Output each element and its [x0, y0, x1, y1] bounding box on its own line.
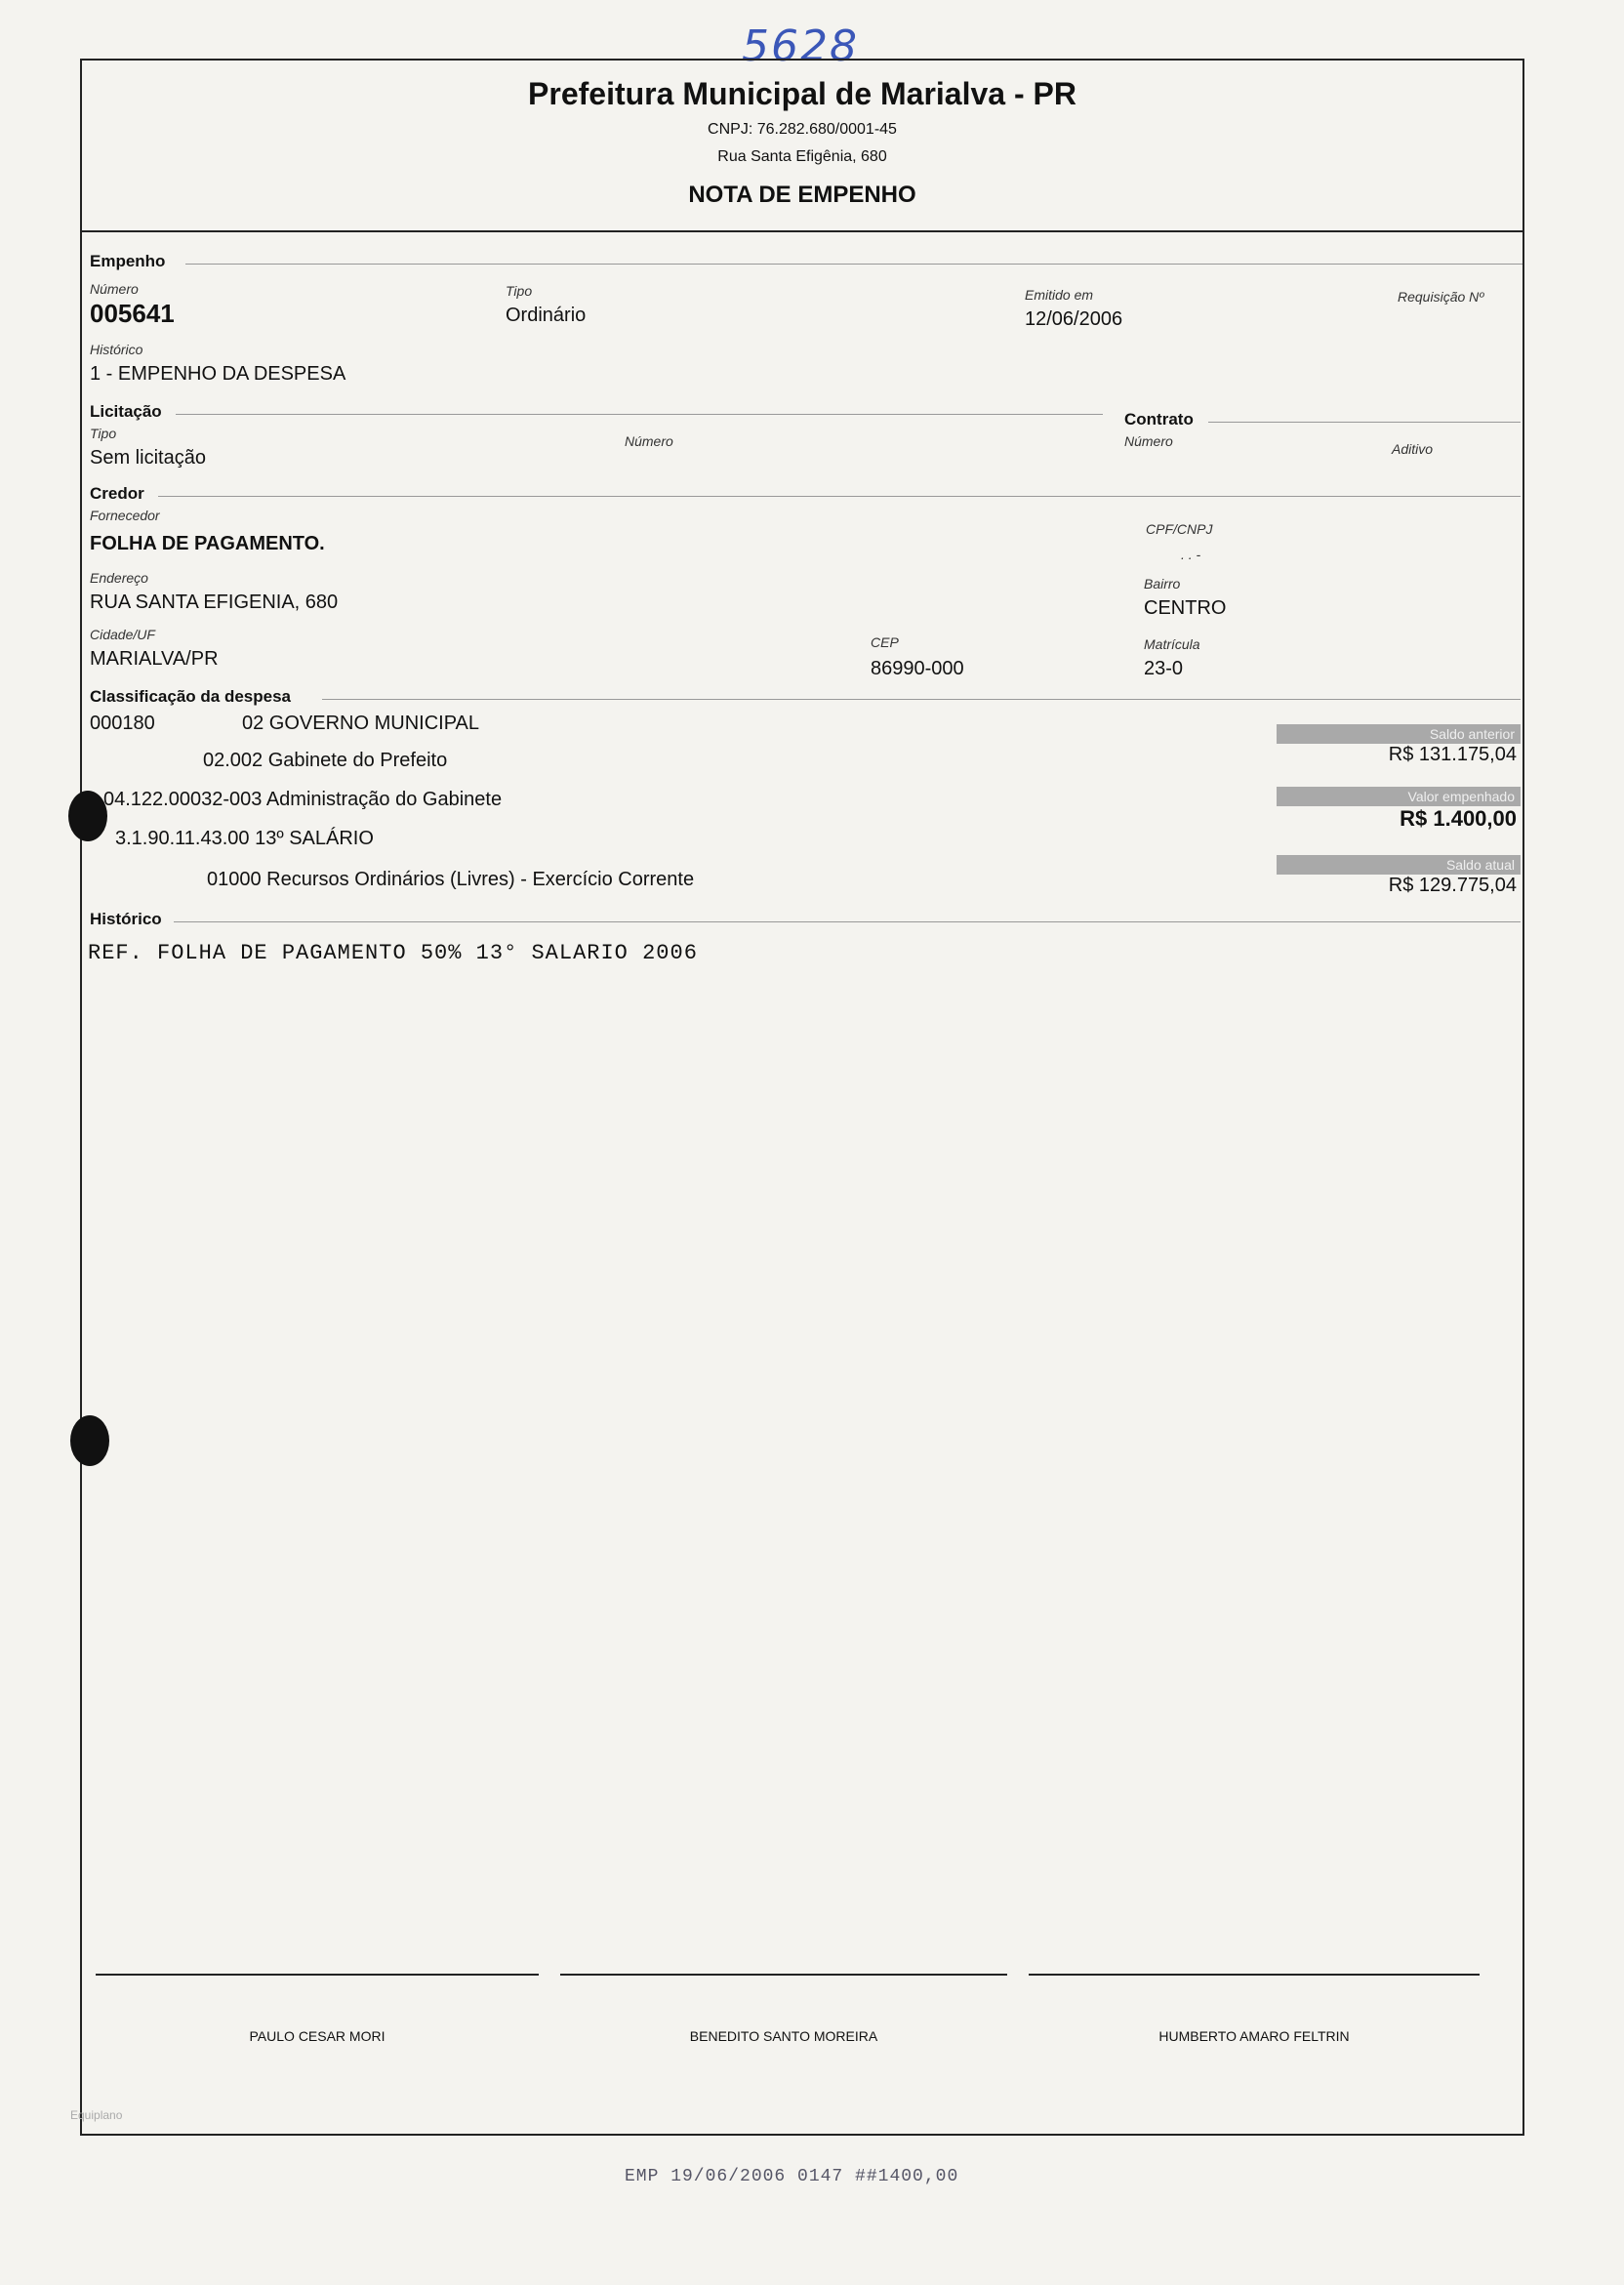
- historico-text: REF. FOLHA DE PAGAMENTO 50% 13° SALARIO 2006: [88, 941, 698, 965]
- historico-value: 1 - EMPENHO DA DESPESA: [90, 363, 346, 385]
- licitacao-numero-label: Número: [625, 433, 673, 449]
- endereco-value: RUA SANTA EFIGENIA, 680: [90, 592, 339, 613]
- signature-name: PAULO CESAR MORI: [249, 2028, 386, 2044]
- historico-label: Histórico: [90, 342, 143, 357]
- requisicao-label: Requisição Nº: [1398, 289, 1484, 305]
- saldo-atual-value: R$ 129.775,04: [1388, 875, 1517, 896]
- signature-line: [560, 1974, 1007, 1976]
- tipo-value: Ordinário: [506, 305, 587, 326]
- endereco-label: Endereço: [90, 570, 148, 586]
- cep-value: 86990-000: [871, 658, 964, 679]
- section-classificacao: Classificação da despesa: [90, 687, 292, 706]
- emitido-value: 12/06/2006: [1025, 308, 1123, 330]
- section-credor: Credor: [90, 484, 144, 503]
- signature-name: BENEDITO SANTO MOREIRA: [689, 2028, 878, 2044]
- signature-name: HUMBERTO AMARO FELTRIN: [1158, 2028, 1350, 2044]
- cep-label: CEP: [871, 634, 899, 650]
- unidade-text: 02.002 Gabinete do Prefeito: [203, 750, 448, 771]
- document-title: NOTA DE EMPENHO: [688, 182, 916, 208]
- funcional-text: 04.122.00032-003 Administração do Gabinete: [103, 789, 503, 810]
- bairro-value: CENTRO: [1144, 597, 1227, 619]
- aditivo-label: Aditivo: [1392, 441, 1434, 457]
- section-historico: Histórico: [90, 910, 162, 928]
- fornecedor-label: Fornecedor: [90, 508, 160, 523]
- punch-hole: [68, 791, 107, 841]
- licitacao-tipo-value: Sem licitação: [90, 447, 206, 469]
- software-mark: Equiplano: [70, 2108, 123, 2122]
- bairro-label: Bairro: [1144, 576, 1181, 592]
- orgao-text: 02 GOVERNO MUNICIPAL: [242, 713, 480, 734]
- valor-empenhado-value: R$ 1.400,00: [1400, 806, 1517, 831]
- cpf-label: CPF/CNPJ: [1146, 521, 1213, 537]
- saldo-atual-label: Saldo atual: [1277, 855, 1521, 875]
- header-divider: [80, 230, 1524, 232]
- section-contrato: Contrato: [1124, 410, 1194, 428]
- signature-line: [96, 1974, 539, 1976]
- footer-stamp: EMP 19/06/2006 0147 ##1400,00: [625, 2167, 959, 2186]
- fornecedor-value: FOLHA DE PAGAMENTO.: [90, 533, 325, 554]
- section-line: [322, 699, 1521, 700]
- section-line: [174, 921, 1521, 922]
- saldo-anterior-label: Saldo anterior: [1277, 724, 1521, 744]
- section-line: [1208, 422, 1521, 423]
- signature-line: [1029, 1974, 1480, 1976]
- municipality-title: Prefeitura Municipal de Marialva - PR: [528, 76, 1076, 111]
- valor-empenhado-label: Valor empenhado: [1277, 787, 1521, 806]
- tipo-label: Tipo: [506, 283, 533, 299]
- cnpj-text: CNPJ: 76.282.680/0001-45: [708, 121, 897, 138]
- section-licitacao: Licitação: [90, 402, 162, 421]
- cidade-label: Cidade/UF: [90, 627, 155, 642]
- emitido-label: Emitido em: [1025, 287, 1094, 303]
- licitacao-tipo-label: Tipo: [90, 426, 117, 441]
- recurso-text: 01000 Recursos Ordinários (Livres) - Exercício Corrente: [207, 869, 695, 890]
- empenho-number: 005641: [90, 299, 175, 328]
- numero-label: Número: [90, 281, 139, 297]
- matricula-label: Matrícula: [1144, 636, 1200, 652]
- cidade-value: MARIALVA/PR: [90, 648, 219, 670]
- section-line: [158, 496, 1521, 497]
- contrato-numero-label: Número: [1124, 433, 1173, 449]
- section-line: [176, 414, 1103, 415]
- classificacao-code: 000180: [90, 713, 155, 734]
- punch-hole: [70, 1415, 109, 1466]
- handwritten-number: 5628: [742, 21, 859, 71]
- section-empenho: Empenho: [90, 252, 166, 270]
- matricula-value: 23-0: [1144, 658, 1184, 679]
- address-text: Rua Santa Efigênia, 680: [717, 148, 887, 165]
- saldo-anterior-value: R$ 131.175,04: [1388, 744, 1517, 765]
- elemento-text: 3.1.90.11.43.00 13º SALÁRIO: [115, 828, 374, 849]
- cpf-value: . . -: [1181, 547, 1201, 562]
- section-line: [185, 264, 1522, 265]
